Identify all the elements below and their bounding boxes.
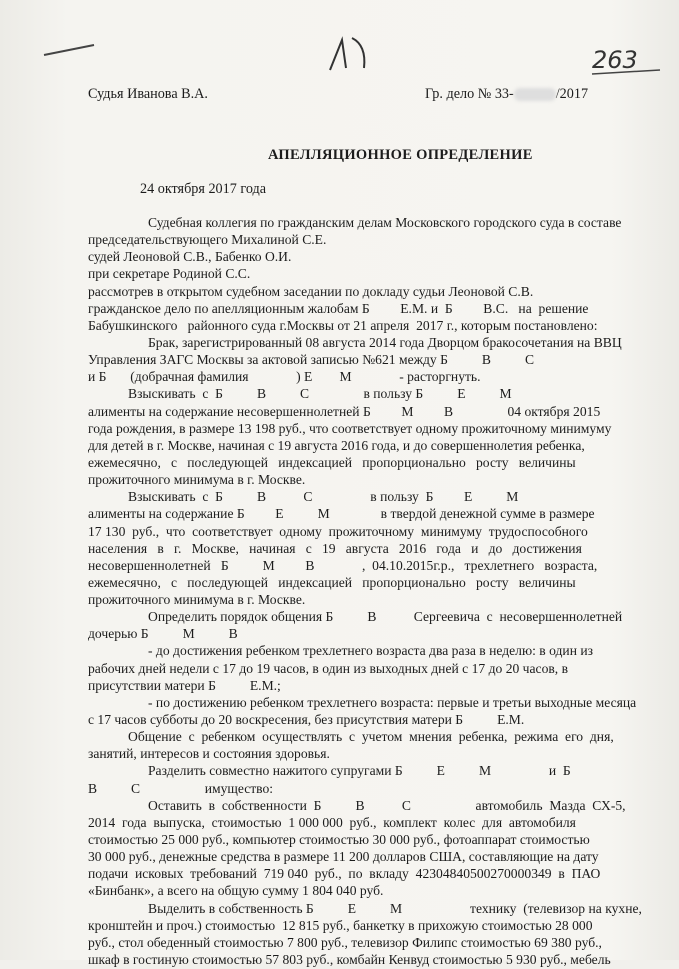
body-line: шкаф в гостиную стоимостью 57 803 руб., комбайн Кенвуд стоимостью 5 930 руб., мебель <box>88 952 611 967</box>
body-line: рассмотрев в открытом судебном заседании по докладу судьи Леоновой С.В. <box>88 284 534 299</box>
body-line: с 17 часов субботы до 20 воскресения, без присутствия матери Б Е.М. <box>88 712 525 727</box>
body-line: Взыскивать с Б В С в пользу Б Е М <box>128 386 512 401</box>
body-line: и Б (добрачная фамилия ) Е М - расторгнуть. <box>88 369 481 384</box>
body-line: судей Леоновой С.В., Бабенко О.И. <box>88 249 292 264</box>
redacted-case-digits <box>514 88 556 101</box>
body-line: несовершеннолетней Б М В , 04.10.2015г.р., трехлетнего возраста, <box>88 558 598 573</box>
body-line: руб., стол обеденный стоимостью 7 800 руб., телевизор Филипс стоимостью 69 380 руб., <box>88 935 602 950</box>
body-line: ежемесячно, с последующей индексацией пропорционально росту величины <box>88 455 576 470</box>
body-line: для детей в г. Москве, начиная с 19 августа 2016 года, и до совершеннолетия ребенка, <box>88 438 585 453</box>
body-line: стоимостью 25 000 руб., компьютер стоимостью 30 000 руб., фотоаппарат стоимостью <box>88 832 590 847</box>
body-line: при секретаре Родиной С.С. <box>88 266 251 281</box>
body-line: Оставить в собственности Б В С автомобиль Мазда СХ-5, <box>148 798 626 813</box>
body-line: 2014 года выпуска, стоимостью 1 000 000 руб., комплект колес для автомобиля <box>88 815 576 830</box>
body-line: В С имущество: <box>88 781 274 796</box>
body-line: Выделить в собственность Б Е М технику (телевизор на кухне, <box>148 901 642 916</box>
body-line: алименты на содержание несовершеннолетней Б М В 04 октября 2015 <box>88 404 601 419</box>
body-line: присутствии матери Б Е.М.; <box>88 678 281 693</box>
case-number-prefix: Гр. дело № 33- <box>425 86 514 102</box>
body-line: дочерью Б М В <box>88 626 238 641</box>
body-line: Взыскивать с Б В С в пользу Б Е М <box>128 489 519 504</box>
body-line: подачи исковых требований 719 040 руб., по вкладу 42304840500270000349 в ПАО <box>88 866 601 881</box>
body-line: Разделить совместно нажитого супругами Б Е М и Б <box>148 763 571 778</box>
body-line: Управления ЗАГС Москвы за актовой записью №621 между Б В С <box>88 352 535 367</box>
body-line: кронштейн и проч.) стоимостью 12 815 руб., банкетку в прихожую стоимостью 28 000 <box>88 918 593 933</box>
page-number-text: 263 <box>592 46 638 74</box>
page-title: АПЕЛЛЯЦИОННОЕ ОПРЕДЕЛЕНИЕ <box>268 147 533 163</box>
body-line: гражданское дело по апелляционным жалобам Б Е.М. и Б В.С. на решение <box>88 301 589 316</box>
body-line: алименты на содержание Б Е М в твердой денежной сумме в размере <box>88 506 595 521</box>
body-line: «Бинбанк», а всего на общую сумму 1 804 040 руб. <box>88 883 384 898</box>
body-line: Брак, зарегистрированный 08 августа 2014 года Дворцом бракосочетания на ВВЦ <box>148 335 622 350</box>
body-line: Бабушкинского районного суда г.Москвы от 21 апреля 2017 г., которым постановлено: <box>88 318 598 333</box>
body-line: Общение с ребенком осуществлять с учетом мнения ребенка, режима его дня, <box>128 729 614 744</box>
body-line: прожиточного минимума в г. Москве. <box>88 592 306 607</box>
judge-name: Судья Иванова В.А. <box>88 86 208 102</box>
body-line: Судебная коллегия по гражданским делам Московского городского суда в составе <box>148 215 622 230</box>
body-line: - по достижению ребенком трехлетнего возраста: первые и третьи выходные месяца <box>148 695 637 710</box>
body-line: 17 130 руб., что соответствует одному прожиточному минимуму трудоспособного <box>88 524 588 539</box>
case-number <box>425 85 588 104</box>
document-date: 24 октября 2017 года <box>140 181 267 197</box>
body-line: занятий, интересов и состояния здоровья. <box>88 746 330 761</box>
case-year: /2017 <box>555 86 589 102</box>
body-line: председательствующего Михалиной С.Е. <box>88 232 327 247</box>
body-line: рабочих дней недели с 17 до 19 часов, в один из выходных дней с 17 до 20 часов, в <box>88 661 569 676</box>
body-line: населения в г. Москве, начиная с 19 августа 2016 года и до достижения <box>88 541 582 556</box>
body-line: - до достижения ребенком трехлетнего возраста два раза в неделю: в один из <box>148 643 594 658</box>
handwritten-page-number <box>590 40 670 80</box>
body-line: прожиточного минимума в г. Москве. <box>88 472 306 487</box>
margin-stroke-mark <box>40 35 100 65</box>
body-line: ежемесячно, с последующей индексацией пропорционально росту величины <box>88 575 576 590</box>
body-line: 30 000 руб., денежные средства в размере 11 200 долларов США, составляющие на дату <box>88 849 599 864</box>
body-line: Определить порядок общения Б В Сергеевича с несовершеннолетней <box>148 609 623 624</box>
body-line: года рождения, в размере 13 198 руб., что соответствует одному прожиточному минимуму <box>88 421 612 436</box>
handwritten-sheet-mark <box>320 28 380 78</box>
